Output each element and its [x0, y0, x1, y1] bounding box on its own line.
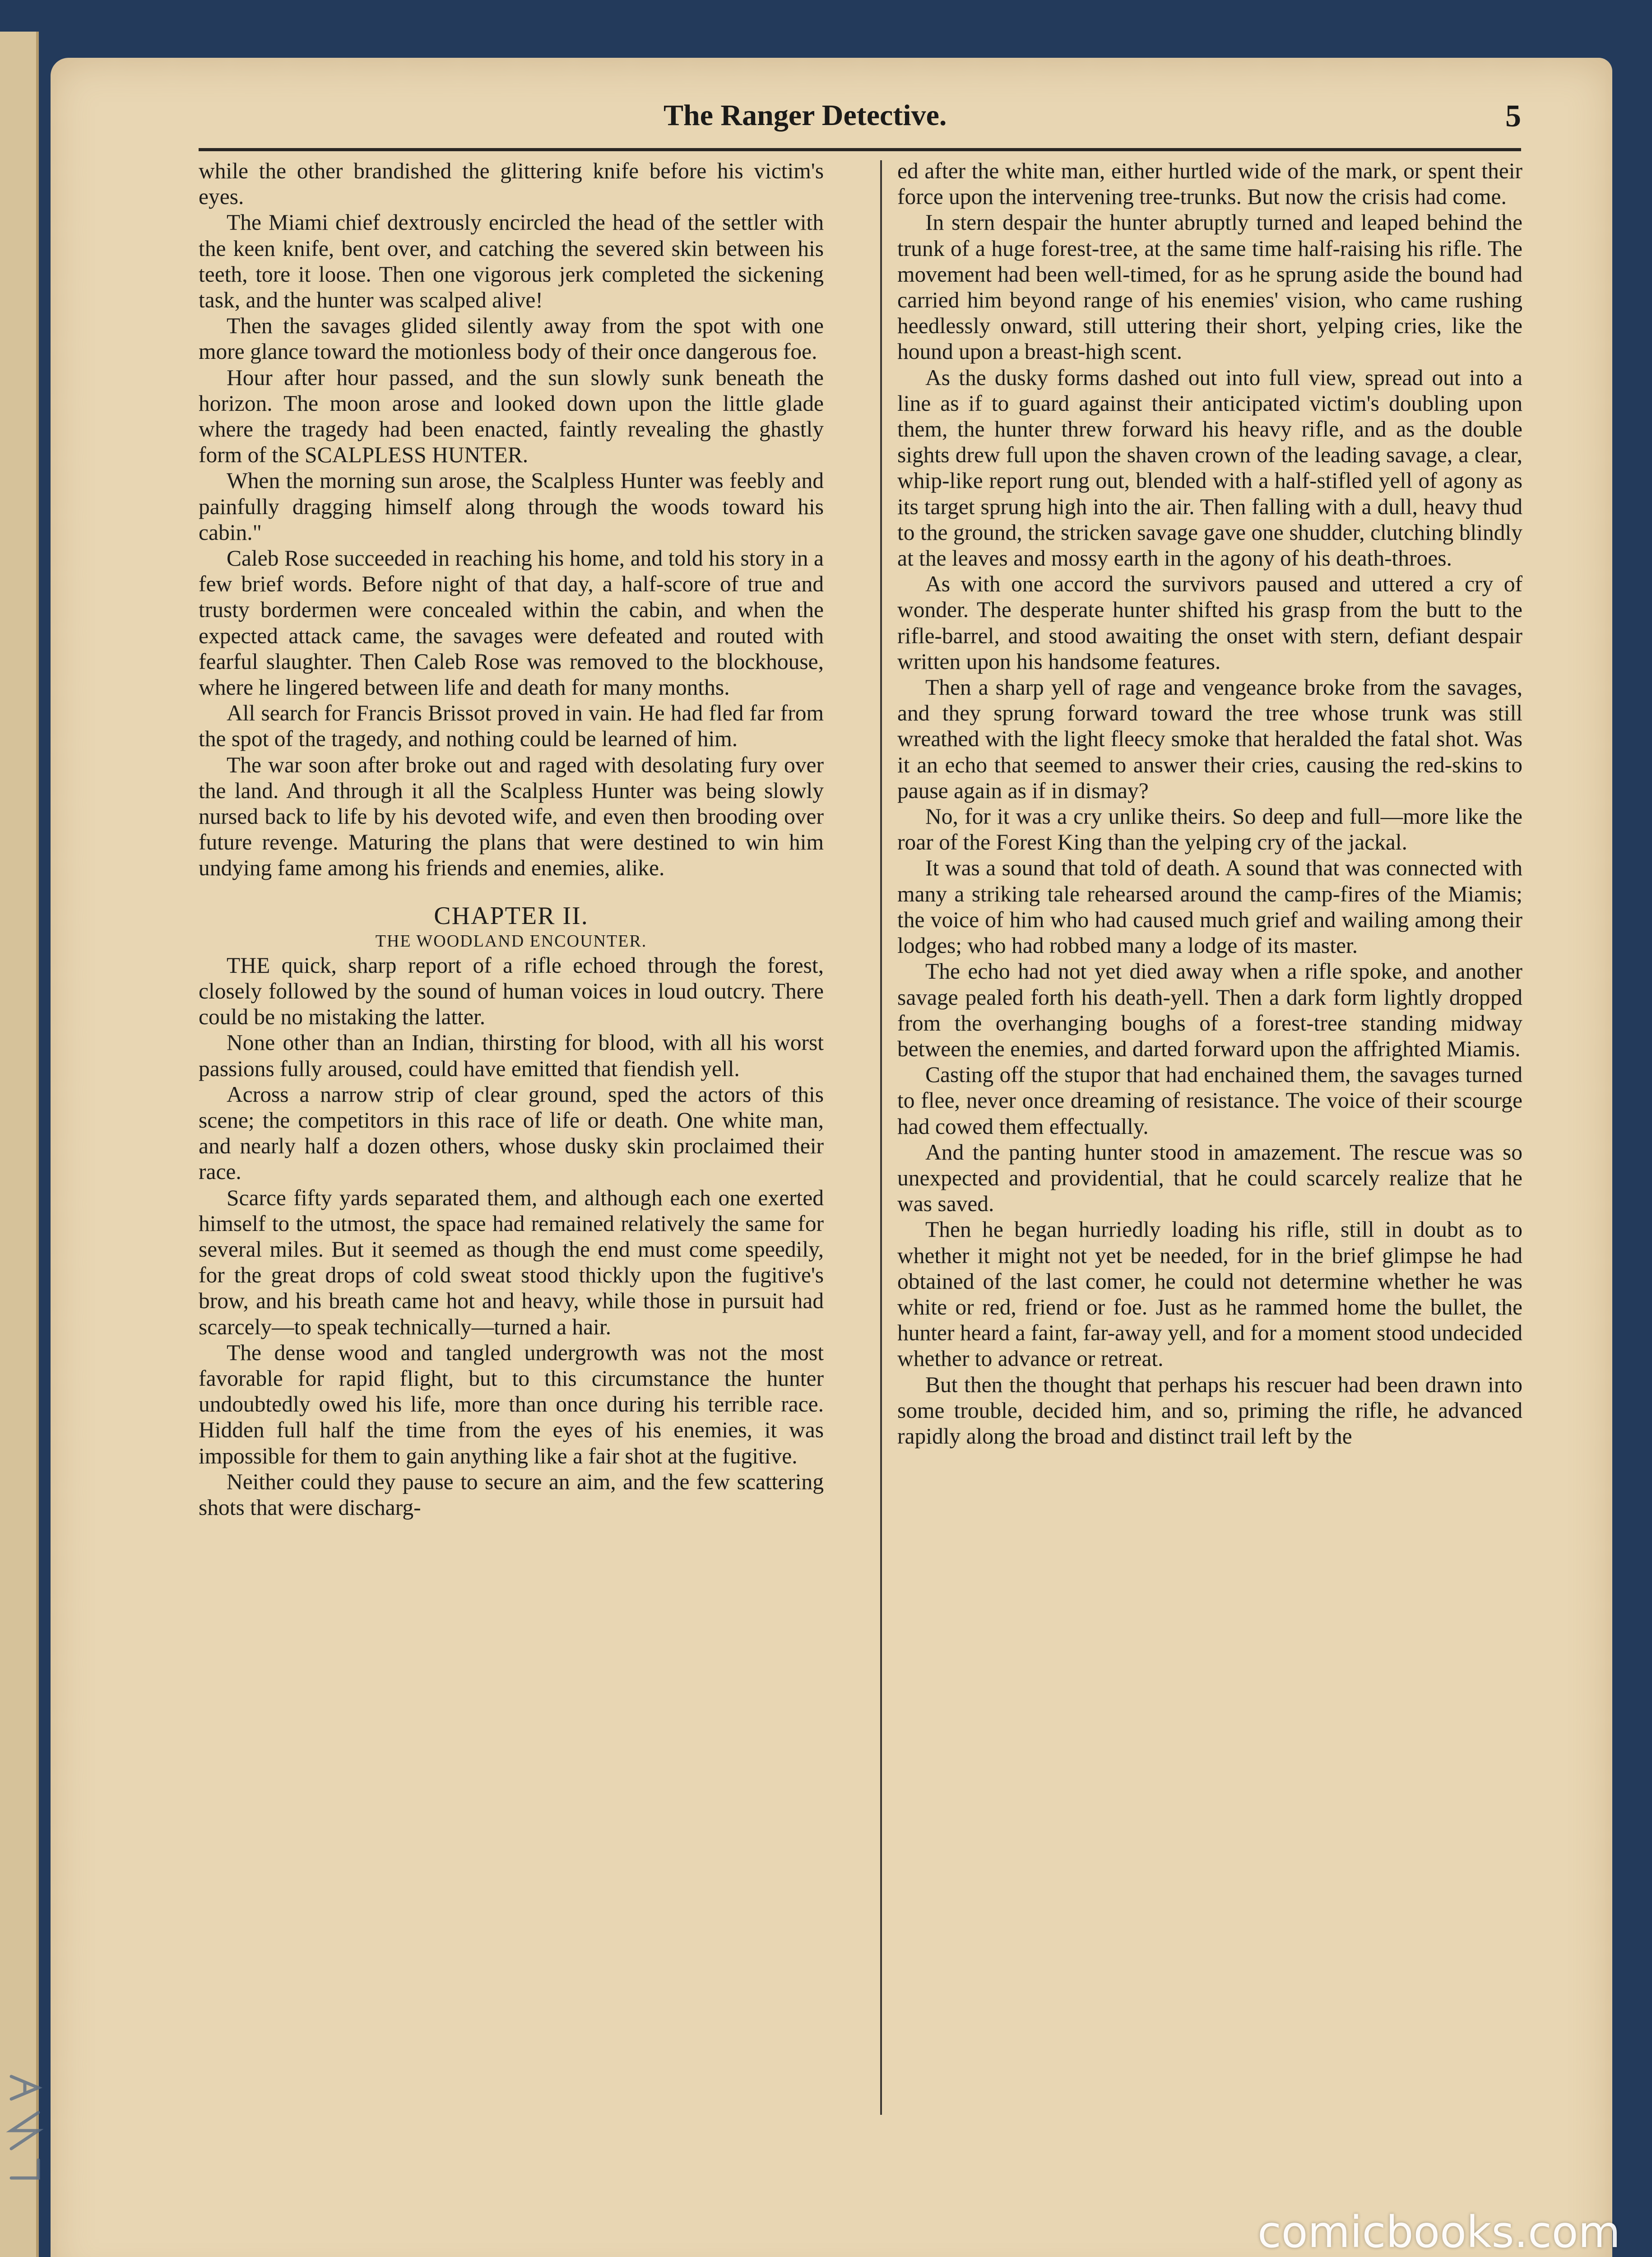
- watermark-text: comicbooks.com: [1257, 2207, 1620, 2257]
- chapter-heading: CHAPTER II.: [434, 901, 589, 930]
- paragraph: And the panting hunter stood in amazement. The rescue was so unexpected and providential, that he could scarcely realize that he was saved.: [897, 1139, 1522, 1217]
- paragraph: None other than an Indian, thirsting for blood, with all his worst passions fully aroused, could have emitted that fiendish yell.: [199, 1030, 824, 1081]
- chapter-subtitle: THE WOODLAND ENCOUNTER.: [375, 931, 647, 951]
- running-title: The Ranger Detective.: [664, 99, 947, 132]
- paragraph: ed after the white man, either hurtled wide of the mark, or spent their force upon the intervening tree-trunks. But now the crisis had come.: [897, 158, 1522, 209]
- paragraph: The war soon after broke out and raged with desolating fury over the land. And through it all the Scalpless Hunter was being slowly nursed back to life by his devoted wife, and even then brooding over future revenge. Maturing the plans that were destined to win him undying fame among his friends and enemies, alike.: [199, 752, 824, 881]
- paragraph: Neither could they pause to secure an aim, and the few scattering shots that were discharg-: [199, 1469, 824, 1520]
- column-divider: [880, 160, 882, 2115]
- paragraph: Scarce fifty yards separated them, and although each one exerted himself to the utmost, the space had remained relatively the same for several miles. But it seemed as though the end must come speedily, for the great drops of cold sweat stood thickly upon the fugitive's brow, and his breath came hot and heavy, while those in pursuit had scarcely—to speak technically—turned a hair.: [199, 1185, 824, 1339]
- paragraph: Hour after hour passed, and the sun slowly sunk beneath the horizon. The moon arose and looked down upon the little glade where the tragedy had been enacted, faintly revealing the ghastly form of the SCALPLESS HUNTER.: [199, 365, 824, 468]
- handwritten-mark: [0, 2056, 50, 2192]
- paragraph: while the other brandished the glittering knife before his victim's eyes.: [199, 158, 824, 209]
- paragraph: But then the thought that perhaps his rescuer had been drawn into some trouble, decided him, and so, priming the rifle, he advanced rapidly along the broad and distinct trail left by the: [897, 1372, 1522, 1449]
- left-column: [199, 158, 824, 2113]
- right-column: [897, 158, 1522, 2113]
- paragraph: The Miami chief dextrously encircled the head of the settler with the keen knife, bent over, and catching the severed skin between his teeth, tore it loose. Then one vigorous jerk completed the sickening task, and the hunter was scalped alive!: [199, 210, 824, 313]
- header-rule: [199, 148, 1521, 151]
- paragraph: Then the savages glided silently away from the spot with one more glance toward the motionless body of their once dangerous foe.: [199, 313, 824, 364]
- running-header: [199, 98, 1521, 144]
- paragraph: No, for it was a cry unlike theirs. So deep and full—more like the roar of the Forest King than the yelping cry of the jackal.: [897, 804, 1522, 855]
- paragraph: As the dusky forms dashed out into full view, spread out into a line as if to guard against their anticipated victim's doubling upon them, the hunter threw forward his heavy rifle, and as the double sights drew full upon the shaven crown of the leading savage, a clear, whip-like report rung out, blended with a half-stifled yell of agony as its target sprung high into the air. Then falling with a dull, heavy thud to the ground, the stricken savage gave one shudder, clutching blindly at the leaves and mossy earth in the agony of his death-throes.: [897, 365, 1522, 571]
- facing-page-edge: [0, 32, 39, 2257]
- paragraph: The dense wood and tangled undergrowth was not the most favorable for rapid flight, but to this circumstance the hunter undoubtedly owed his life, more than once during his terrible race. Hidden full half the time from the eyes of his enemies, it was impossible for them to gain anything like a fair shot at the fugitive.: [199, 1340, 824, 1468]
- handwritten-mark-icon: [0, 2056, 50, 2192]
- paragraph: It was a sound that told of death. A sound that was connected with many a striking tale rehearsed around the camp-fires of the Miamis; the voice of him who had caused much grief and wailing among their lodges; who had robbed many a lodge of its master.: [897, 855, 1522, 958]
- paragraph: When the morning sun arose, the Scalpless Hunter was feebly and painfully dragging himself along through the woods toward his cabin.": [199, 468, 824, 545]
- paragraph: THE quick, sharp report of a rifle echoed through the forest, closely followed by the sound of human voices in loud outcry. There could be no mistaking the latter.: [199, 952, 824, 1030]
- paragraph: Then a sharp yell of rage and vengeance broke from the savages, and they sprung forward toward the tree whose trunk was still wreathed with the light fleecy smoke that heralded the fatal shot. Was it an echo that seemed to answer their cries, causing the red-skins to pause again as if in dismay?: [897, 675, 1522, 803]
- paragraph: Then he began hurriedly loading his rifle, still in doubt as to whether it might not yet be needed, for in the brief glimpse he had obtained of the last comer, he could not determine whether he was white or red, friend or foe. Just as he rammed home the bullet, the hunter heard a faint, far-away yell, and for a moment stood undecided whether to advance or retreat.: [897, 1217, 1522, 1371]
- paragraph: As with one accord the survivors paused and uttered a cry of wonder. The desperate hunter shifted his grasp from the butt to the rifle-barrel, and stood awaiting the onset with stern, defiant despair written upon his handsome features.: [897, 571, 1522, 674]
- paragraph: Across a narrow strip of clear ground, sped the actors of this scene; the competitors in this race of life or death. One white man, and nearly half a dozen others, whose dusky skin proclaimed their race.: [199, 1082, 824, 1184]
- paragraph: Caleb Rose succeeded in reaching his home, and told his story in a few brief words. Before night of that day, a half-score of true and trusty bordermen were concealed within the cabin, and when the expected attack came, the savages were defeated and routed with fearful slaughter. Then Caleb Rose was removed to the blockhouse, where he lingered between life and death for many months.: [199, 546, 824, 700]
- page-number: 5: [1505, 99, 1521, 134]
- paragraph: All search for Francis Brissot proved in vain. He had fled far from the spot of the tragedy, and nothing could be learned of him.: [199, 701, 824, 752]
- paragraph: Casting off the stupor that had enchained them, the savages turned to flee, never once dreaming of resistance. The voice of their scourge had cowed them effectually.: [897, 1062, 1522, 1139]
- paragraph: The echo had not yet died away when a rifle spoke, and another savage pealed forth his death-yell. Then a dark form lightly dropped from the overhanging boughs of a forest-tree standing midway between the enemies, and darted forward upon the affrighted Miamis.: [897, 959, 1522, 1061]
- paragraph: In stern despair the hunter abruptly turned and leaped behind the trunk of a huge forest-tree, at the same time half-raising his rifle. The movement had been well-timed, for as he sprung aside the bound had carried him beyond range of his enemies' vision, who came rushing heedlessly onward, still uttering their short, yelping cries, like the hound upon a breast-high scent.: [897, 210, 1522, 364]
